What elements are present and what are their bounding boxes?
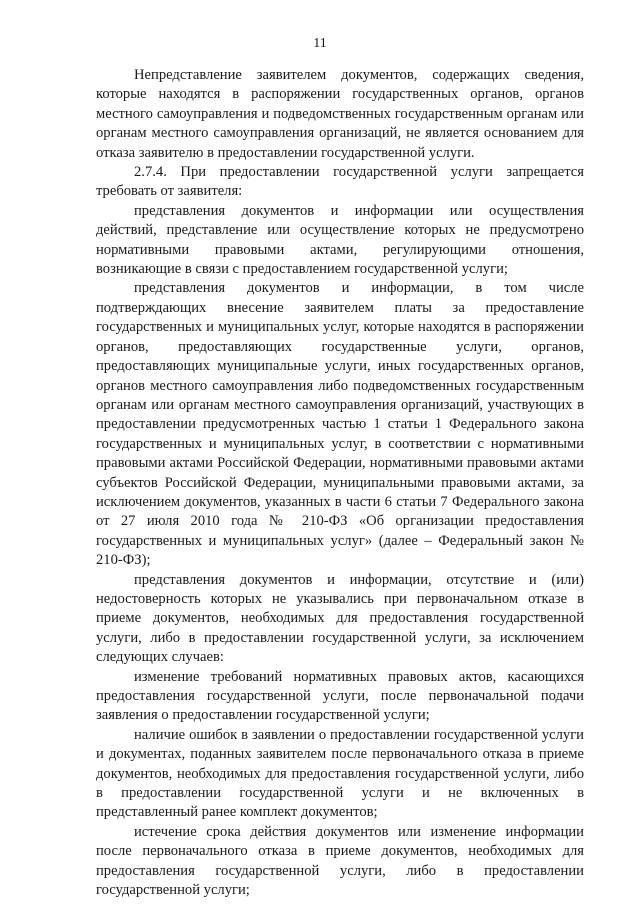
page-number: 11 xyxy=(313,36,327,51)
paragraph-case-expiry: истечение срока действия документов или изменение информации после первоначального отказа в приеме документов, необходимых для предоставления государственной услуги, либо в предоставлении государственной услуги; xyxy=(96,823,584,899)
paragraph-non-submission: Непредставление заявителем документов, содержащих сведения, которые находятся в распоряжении государственных органов, органов местного самоуправления и подведомственных государственным органам или органам местного самоуправления организаций, не является основанием для отказа заявителю в предоставлении государственной услуги. xyxy=(96,67,584,161)
paragraph-case-requirements-change: изменение требований нормативных правовых актов, касающихся предоставления государственной услуги, после первоначальной подачи заявления о предоставлении государственной услуги; xyxy=(96,668,584,724)
paragraph-case-errors: наличие ошибок в заявлении о предоставлении государственной услуги и документах, поданных заявителем после первоначального отказа в приеме документов, необходимых для предоставления государственной услуги, либо в предоставлении государственной услуги и не включенных в представленный ранее комплект документов; xyxy=(96,726,584,821)
document-body xyxy=(96,66,584,900)
paragraph-documents-not-required: представления документов и информации или осуществления действий, представление или осуществление которых не предусмотрено нормативными правовыми актами, регулирующими отношения, возникающие в связи с предоставлением государственной услуги; xyxy=(96,202,584,278)
paragraph-documents-in-possession: представления документов и информации, в том числе подтверждающих внесение заявителем платы за предоставление государственных и муниципальных услуг, которые находятся в распоряжении органов, предоставляющих государственные услуги, органов, предоставляющих муниципальные услуги, иных государственных органов, органов местного самоуправления либо подведомственных государственным органам или органам местного самоуправления организаций, участвующих в предоставлении предусмотренных частью 1 статьи 1 Федерального закона государственных и муниципальных услуг, в соответствии с нормативными правовыми актами Российской Федерации, нормативными правовыми актами субъектов Российской Федерации, муниципальными правовыми актами, за исключением документов, указанных в части 6 статьи 7 Федерального закона от 27 июля 2010 года № 210-ФЗ «Об организации предоставления государственных и муниципальных услуг» (далее – Федеральный закон № 210-ФЗ); xyxy=(96,280,584,569)
paragraph-previously-not-indicated: представления документов и информации, отсутствие и (или) недостоверность которых не указывались при первоначальном отказе в приеме документов, необходимых для предоставления государственной услуги, либо в предоставлении государственной услуги, за исключением следующих случаев: xyxy=(96,571,584,666)
paragraph-2-7-4: 2.7.4. При предоставлении государственной услуги запрещается требовать от заявителя: xyxy=(96,164,584,200)
